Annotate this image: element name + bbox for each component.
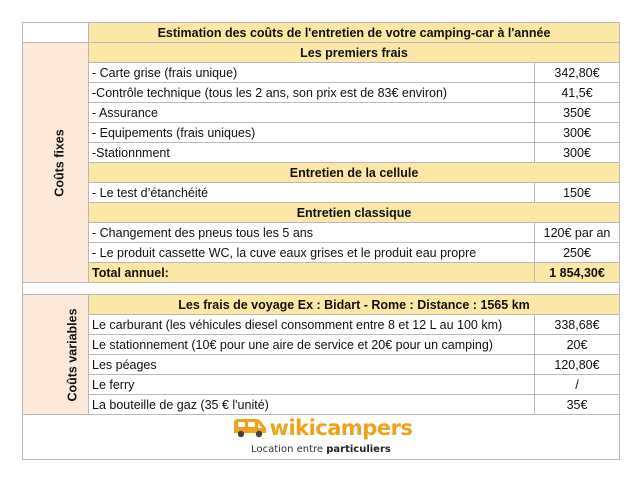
row-label: Le stationnement (10€ pour une aire de service et 20€ pour un camping) — [89, 335, 535, 355]
logo-brand: wikicampers — [269, 416, 413, 440]
section-row — [23, 203, 620, 223]
section-heading: Les premiers frais — [89, 43, 620, 63]
row-label: Le ferry — [89, 375, 535, 395]
total-row — [23, 263, 620, 283]
row-label: - Carte grise (frais unique) — [89, 63, 535, 83]
section-heading: Entretien classique — [89, 203, 620, 223]
logo-tagline-prefix: Location entre — [251, 444, 327, 455]
row-value: 150€ — [535, 183, 620, 203]
row-label: - Le test d’étanchéité — [89, 183, 535, 203]
table-row — [23, 223, 620, 243]
table-row — [23, 375, 620, 395]
row-label: -Contrôle technique (tous les 2 ans, son prix est de 83€ environ) — [89, 83, 535, 103]
table-row — [23, 83, 620, 103]
row-value: 41,5€ — [535, 83, 620, 103]
row-value: 342,80€ — [535, 63, 620, 83]
table-row — [23, 103, 620, 123]
table-row — [23, 63, 620, 83]
title-row — [23, 23, 620, 43]
table-title: Estimation des coûts de l'entretien de votre camping-car à l'année — [89, 23, 620, 43]
row-value: / — [535, 375, 620, 395]
row-value: 120€ par an — [535, 223, 620, 243]
side-label-variable-text: Coûts variables — [65, 307, 80, 402]
table-row — [23, 315, 620, 335]
side-label-fixed-text: Coûts fixes — [52, 128, 67, 197]
row-value: 35€ — [535, 395, 620, 415]
total-label: Total annuel: — [89, 263, 535, 283]
spacer-row — [23, 283, 620, 295]
row-value: 300€ — [535, 123, 620, 143]
logo-line — [230, 415, 413, 439]
table-row — [23, 183, 620, 203]
spacer-cell — [23, 283, 620, 295]
table-row — [23, 355, 620, 375]
section-row — [23, 295, 620, 315]
logo-row — [23, 415, 620, 460]
table-row — [23, 243, 620, 263]
table-row — [23, 123, 620, 143]
corner-cell — [23, 23, 89, 43]
side-label-fixed — [23, 43, 89, 283]
side-label-variable — [23, 295, 89, 415]
row-label: La bouteille de gaz (35 € l'unité) — [89, 395, 535, 415]
table-row — [23, 335, 620, 355]
row-value: 250€ — [535, 243, 620, 263]
section-heading: Les frais de voyage Ex : Bidart - Rome : Distance : 1565 km — [89, 295, 620, 315]
row-value: 350€ — [535, 103, 620, 123]
table-row — [23, 143, 620, 163]
logo-tagline — [251, 441, 391, 459]
table-row — [23, 395, 620, 415]
logo-cell — [23, 415, 620, 460]
row-label: - Assurance — [89, 103, 535, 123]
row-label: Les péages — [89, 355, 535, 375]
row-value: 300€ — [535, 143, 620, 163]
cost-table — [22, 22, 620, 460]
total-value: 1 854,30€ — [535, 263, 620, 283]
row-label: -Stationnment — [89, 143, 535, 163]
row-label: - Changement des pneus tous les 5 ans — [89, 223, 535, 243]
section-row — [23, 43, 620, 63]
row-label: Le carburant (les véhicules diesel consomment entre 8 et 12 L au 100 km) — [89, 315, 535, 335]
row-label: - Le produit cassette WC, la cuve eaux grises et le produit eau propre — [89, 243, 535, 263]
row-value: 338,68€ — [535, 315, 620, 335]
logo — [230, 415, 413, 459]
logo-tagline-bold: particuliers — [326, 444, 391, 455]
section-row — [23, 163, 620, 183]
row-value: 20€ — [535, 335, 620, 355]
row-value: 120,80€ — [535, 355, 620, 375]
camper-van-icon — [230, 415, 270, 439]
section-heading: Entretien de la cellule — [89, 163, 620, 183]
row-label: - Equipements (frais uniques) — [89, 123, 535, 143]
